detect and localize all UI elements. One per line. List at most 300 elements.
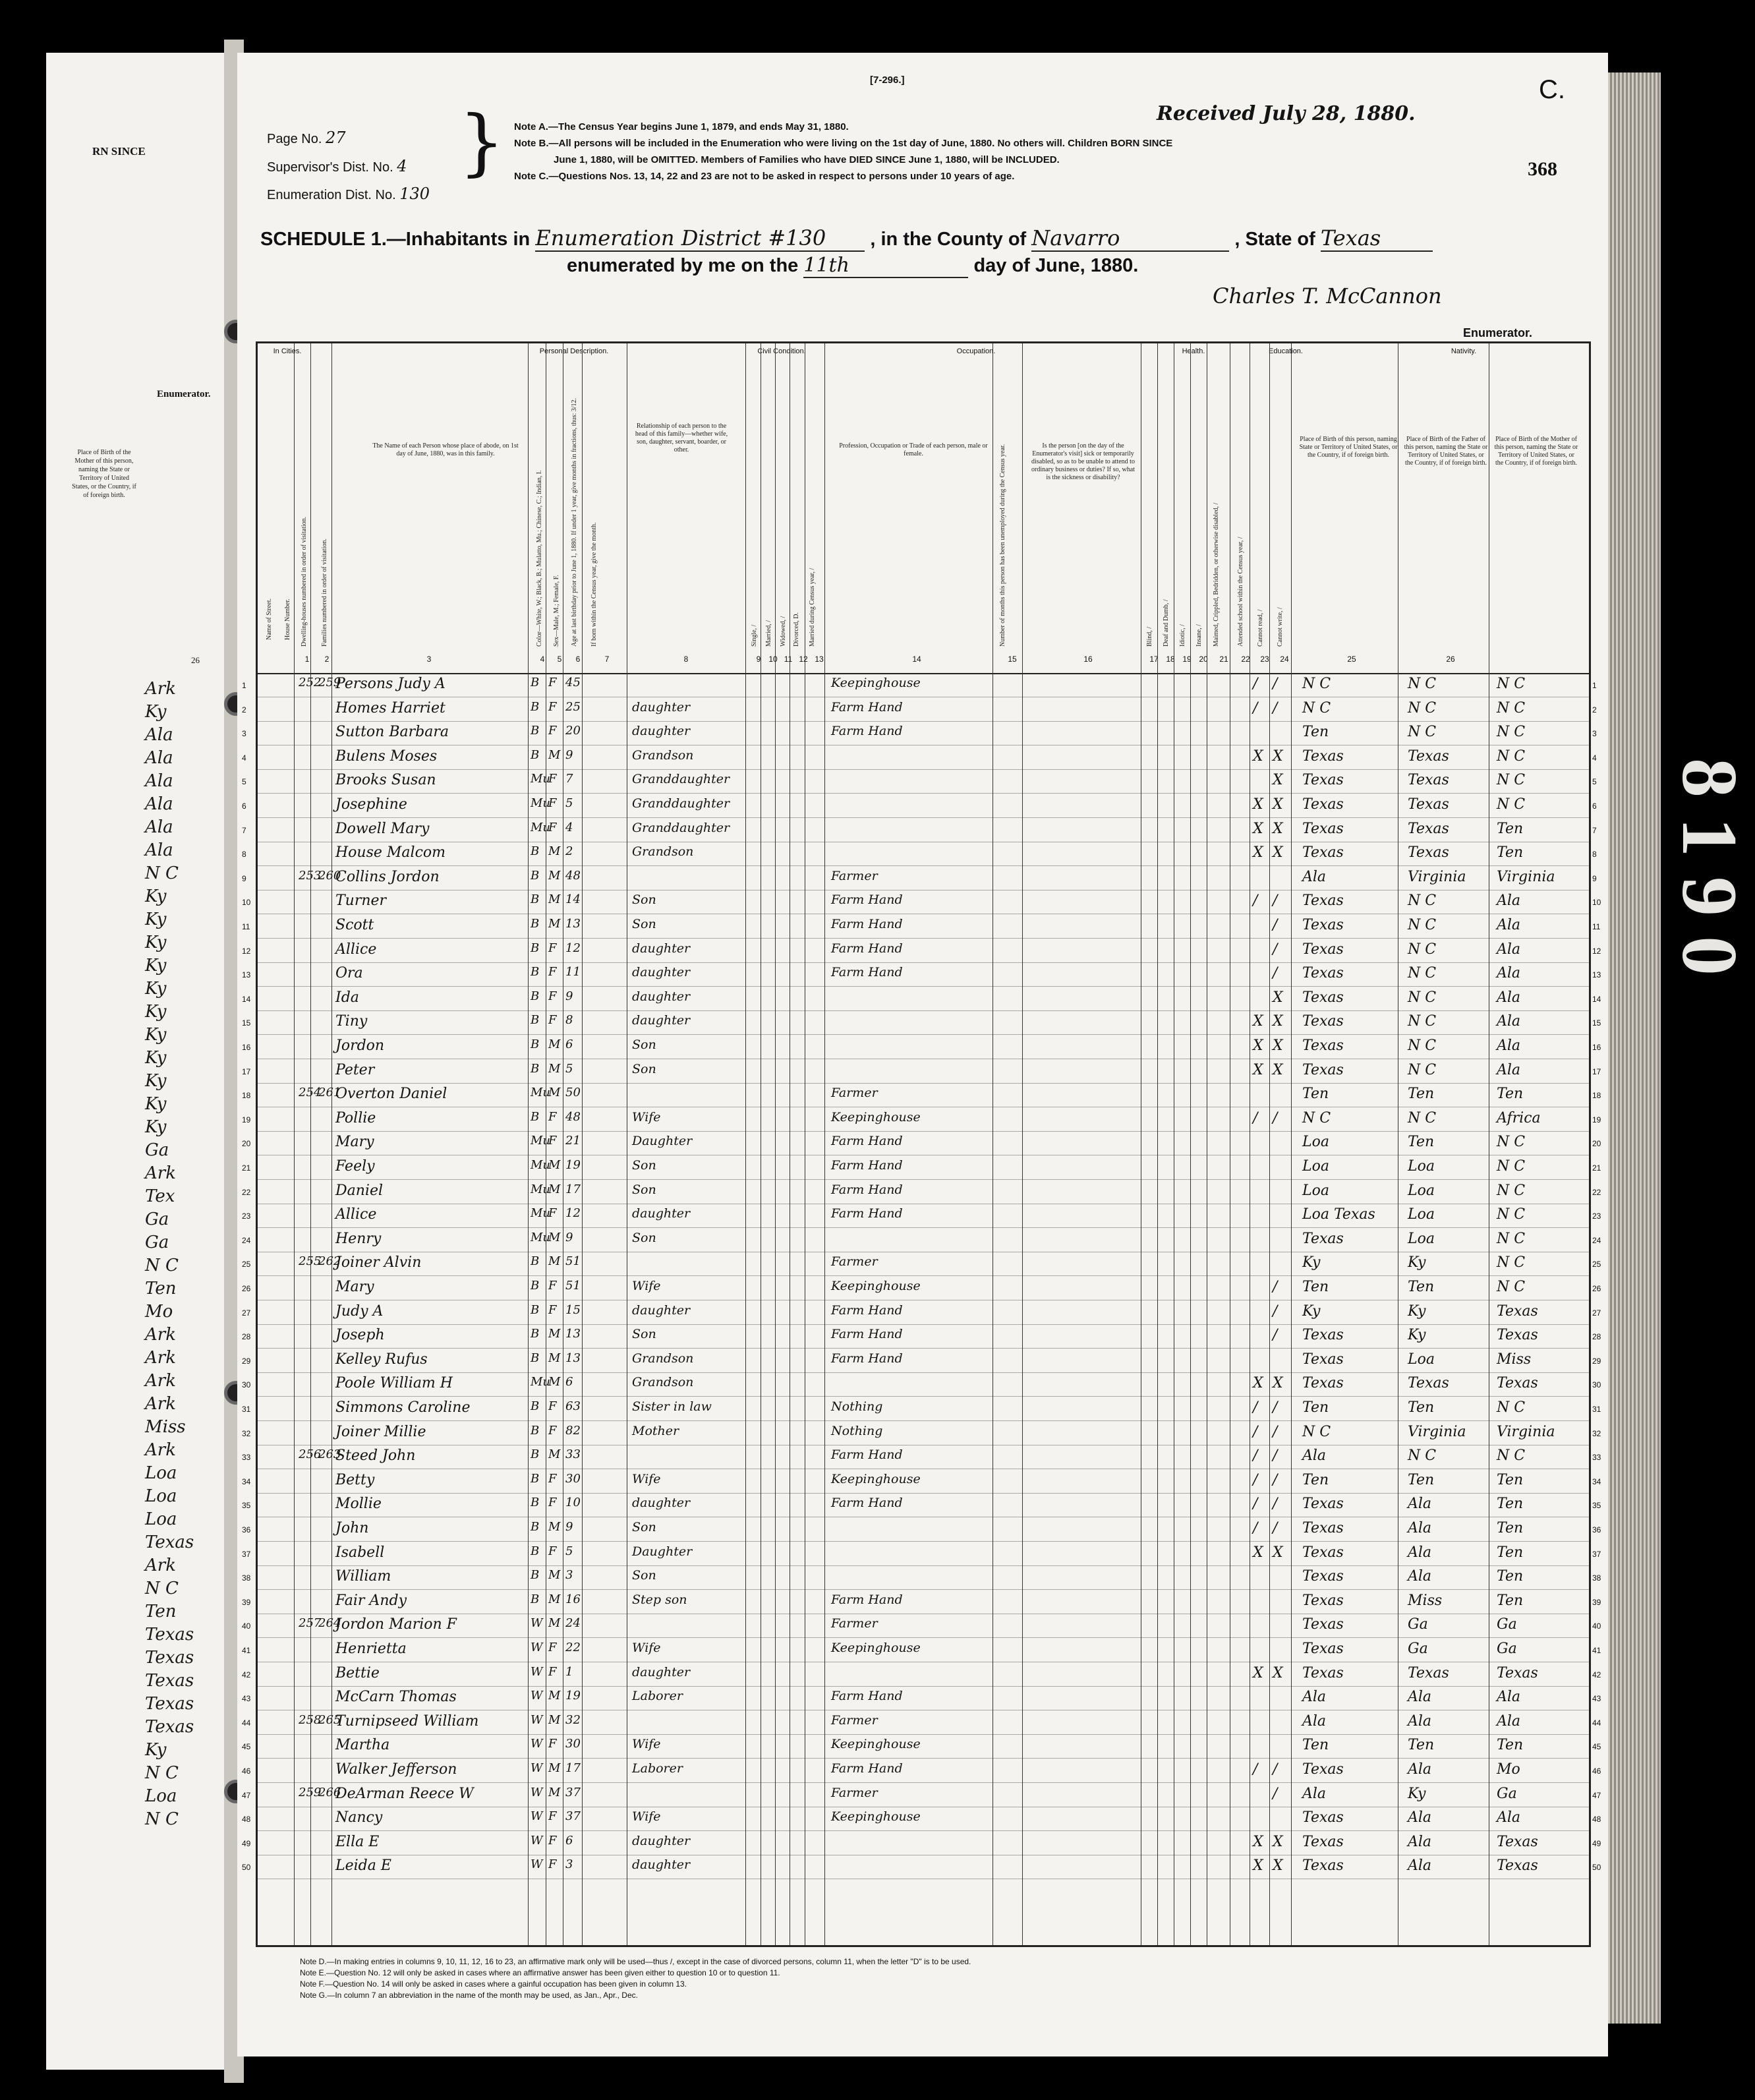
birth-place: Ten xyxy=(1302,1279,1329,1295)
mother-birth: Ten xyxy=(1497,1496,1524,1513)
line-number: 29 xyxy=(242,1356,251,1366)
sex: F xyxy=(548,1471,557,1486)
cannot-read: / xyxy=(1253,892,1258,910)
line-number-right: 2 xyxy=(1592,705,1597,715)
line-number: 27 xyxy=(242,1308,251,1318)
table-row xyxy=(242,1107,1601,1132)
left-entry: Ga xyxy=(145,1210,169,1229)
left-entry: Loa xyxy=(145,1786,177,1806)
relationship: daughter xyxy=(632,1664,691,1679)
line-number-right: 47 xyxy=(1592,1790,1601,1800)
cannot-write: / xyxy=(1273,1761,1278,1778)
occupation: Farm Hand xyxy=(831,1206,903,1221)
sex: M xyxy=(548,1785,561,1799)
corner-letter: C. xyxy=(1539,75,1565,104)
left-page-fragment xyxy=(46,53,231,2070)
mother-birth: Ten xyxy=(1497,844,1524,861)
line-number: 41 xyxy=(242,1646,251,1655)
person-name: House Malcom xyxy=(335,844,446,861)
birth-place: Texas xyxy=(1302,1568,1344,1585)
relationship: Granddaughter xyxy=(632,796,730,811)
line-number: 23 xyxy=(242,1211,251,1221)
cannot-read: / xyxy=(1253,1447,1258,1465)
relationship: daughter xyxy=(632,1013,691,1028)
birth-place: Texas xyxy=(1302,1857,1344,1875)
color: B xyxy=(531,1254,540,1269)
cannot-read: / xyxy=(1253,1496,1258,1513)
mother-birth: Ten xyxy=(1497,1520,1524,1536)
line-number-right: 12 xyxy=(1592,946,1601,956)
dwelling-number: 255 xyxy=(299,1254,322,1269)
birth-place: Texas xyxy=(1302,1496,1344,1513)
color: B xyxy=(531,844,540,859)
line-number: 28 xyxy=(242,1332,251,1342)
cannot-write: / xyxy=(1273,1399,1278,1416)
mother-birth: Virginia xyxy=(1497,1423,1555,1440)
person-name: Mary xyxy=(335,1134,374,1151)
cannot-write: / xyxy=(1273,1496,1278,1513)
birth-place: Ala xyxy=(1302,868,1327,885)
left-entry: Ark xyxy=(145,1348,176,1368)
age: 37 xyxy=(565,1785,581,1799)
occupation: Farm Hand xyxy=(831,1351,903,1366)
line-number-right: 25 xyxy=(1592,1260,1601,1269)
table-row xyxy=(242,721,1597,745)
father-birth: Ky xyxy=(1408,1327,1426,1344)
left-entry: Ala xyxy=(145,840,173,860)
birth-place: Texas xyxy=(1302,1013,1344,1030)
father-birth: Texas xyxy=(1408,1375,1449,1392)
line-number-right: 39 xyxy=(1592,1597,1601,1607)
line-number: 22 xyxy=(242,1187,251,1197)
column-number: 12 xyxy=(799,655,808,664)
color: B xyxy=(531,892,540,907)
relationship: daughter xyxy=(632,1206,691,1221)
table-row xyxy=(242,1421,1601,1445)
occupation: Keepinghouse xyxy=(831,676,921,690)
color: B xyxy=(531,917,540,931)
father-birth: Ala xyxy=(1408,1568,1432,1585)
line-number: 1 xyxy=(242,681,246,690)
occupation: Nothing xyxy=(831,1423,883,1438)
color: B xyxy=(531,1496,540,1510)
cannot-write: / xyxy=(1273,1327,1278,1344)
table-row xyxy=(242,1686,1601,1710)
person-name: Ida xyxy=(335,989,359,1006)
table-row xyxy=(242,1397,1601,1421)
line-number-right: 21 xyxy=(1592,1163,1601,1173)
person-name: Overton Daniel xyxy=(335,1086,447,1103)
cannot-read: / xyxy=(1253,676,1258,692)
col-deaf: Deaf and Dumb, / xyxy=(1163,599,1170,647)
mother-birth: N C xyxy=(1497,747,1526,765)
relationship: Laborer xyxy=(632,1761,683,1776)
column-number: 20 xyxy=(1199,655,1208,664)
supervisor-label: Supervisor's Dist. No. xyxy=(267,160,393,175)
line-number-right: 5 xyxy=(1592,777,1597,787)
line-number: 26 xyxy=(242,1284,251,1293)
father-birth: Virginia xyxy=(1408,868,1466,885)
mother-birth: Texas xyxy=(1497,1302,1538,1320)
birth-place: Texas xyxy=(1302,747,1344,765)
left-entry: Texas xyxy=(145,1532,194,1552)
mother-birth: Africa xyxy=(1497,1109,1541,1126)
age: 17 xyxy=(565,1761,581,1775)
cannot-write: / xyxy=(1273,1471,1278,1488)
left-entry: Tex xyxy=(145,1186,175,1206)
occupation: Farm Hand xyxy=(831,965,903,980)
birth-place: Texas xyxy=(1302,1351,1344,1368)
column-number: 17 xyxy=(1149,655,1159,664)
color: B xyxy=(531,1061,540,1076)
note-c: Note C.—Questions Nos. 13, 14, 22 and 23 are not to be asked in respect to persons under 10 years of age. xyxy=(514,171,1015,182)
father-birth: Loa xyxy=(1408,1158,1435,1175)
person-name: Peter xyxy=(335,1061,375,1078)
table-row xyxy=(242,697,1597,722)
person-name: Collins Jordon xyxy=(335,868,440,885)
left-entry: Texas xyxy=(145,1648,194,1668)
relationship: Grandson xyxy=(632,1351,694,1366)
enum-dist-value: 130 xyxy=(399,185,430,203)
cannot-write: X xyxy=(1273,989,1283,1006)
column-rule xyxy=(1269,343,1270,1945)
table-row xyxy=(242,1324,1601,1349)
sex: M xyxy=(548,1061,561,1076)
age: 13 xyxy=(565,1327,581,1341)
line-number: 39 xyxy=(242,1597,251,1607)
age: 16 xyxy=(565,1592,581,1606)
birth-place: Texas xyxy=(1302,1375,1344,1392)
mother-birth: Ten xyxy=(1497,1568,1524,1585)
left-entry: Ky xyxy=(145,1025,167,1045)
person-name: Scott xyxy=(335,917,374,933)
table-row xyxy=(242,1349,1601,1373)
father-birth: Loa xyxy=(1408,1230,1435,1247)
occupation: Keepinghouse xyxy=(831,1109,921,1124)
person-name: Simmons Caroline xyxy=(335,1399,471,1416)
person-name: Isabell xyxy=(335,1544,385,1561)
form-id: [7-296.] xyxy=(870,74,905,86)
left-entry: Ky xyxy=(145,933,167,952)
birth-place: Texas xyxy=(1302,844,1344,861)
father-birth: Ky xyxy=(1408,1302,1426,1320)
age: 37 xyxy=(565,1809,581,1824)
line-number-right: 6 xyxy=(1592,802,1597,811)
mother-birth: Texas xyxy=(1497,1857,1538,1875)
color: B xyxy=(531,1013,540,1028)
sex: F xyxy=(548,1134,557,1148)
line-number: 12 xyxy=(242,946,251,956)
table-row xyxy=(242,1710,1601,1735)
line-number: 46 xyxy=(242,1766,251,1776)
age: 6 xyxy=(565,1037,573,1051)
group-in-cities: In Cities. xyxy=(273,347,302,355)
age: 9 xyxy=(565,747,573,762)
left-entry: Ark xyxy=(145,679,176,699)
line-number: 30 xyxy=(242,1380,251,1390)
father-birth: Ten xyxy=(1408,1134,1435,1151)
line-number: 45 xyxy=(242,1742,251,1752)
column-rule xyxy=(775,343,776,1945)
father-birth: Ala xyxy=(1408,1544,1432,1561)
person-name: Feely xyxy=(335,1158,375,1175)
col-street: Name of Street. xyxy=(266,598,273,640)
line-number: 42 xyxy=(242,1670,251,1679)
left-column-number: 26 xyxy=(191,655,200,665)
relationship: Granddaughter xyxy=(632,772,730,787)
mother-birth: Ala xyxy=(1497,965,1521,982)
supervisor-value: 4 xyxy=(397,157,407,175)
father-birth: Texas xyxy=(1408,844,1449,861)
color: B xyxy=(531,1568,540,1583)
mother-birth: Texas xyxy=(1497,1327,1538,1344)
left-entry: Miss xyxy=(145,1417,186,1437)
col-maimed: Maimed, Crippled, Bedridden, or otherwise disabled, / xyxy=(1213,502,1220,647)
left-entry: Texas xyxy=(145,1694,194,1714)
age: 33 xyxy=(565,1447,581,1462)
father-birth: Ala xyxy=(1408,1689,1432,1706)
father-birth: Ala xyxy=(1408,1857,1432,1875)
line-number: 34 xyxy=(242,1476,251,1486)
occupation: Farmer xyxy=(831,1712,878,1728)
age: 9 xyxy=(565,1520,573,1534)
sex: F xyxy=(548,724,557,738)
line-number-right: 14 xyxy=(1592,994,1601,1004)
cannot-write: X xyxy=(1273,1013,1283,1030)
column-number: 6 xyxy=(575,655,581,664)
person-name: Betty xyxy=(335,1471,375,1488)
cannot-read: X xyxy=(1253,1857,1263,1875)
col-sick: Is the person [on the day of the Enumerator's visit] sick or temporarily disabled, so as to be unable to attend to ordinary business or duties? If so, what is the sickness or disability? xyxy=(1031,442,1135,481)
left-entry: Ten xyxy=(145,1602,177,1621)
mother-birth: Ga xyxy=(1497,1785,1517,1802)
person-name: Joseph xyxy=(335,1327,385,1344)
line-number-right: 34 xyxy=(1592,1476,1601,1486)
line-number: 44 xyxy=(242,1718,251,1728)
occupation: Keepinghouse xyxy=(831,1279,921,1293)
mother-birth: Virginia xyxy=(1497,868,1555,885)
family-number: 261 xyxy=(318,1086,341,1100)
col-dwelling: Dwelling-houses numbered in order of visitation. xyxy=(301,516,308,647)
sex: F xyxy=(548,1664,557,1679)
color: Mu xyxy=(531,1134,551,1148)
person-name: Joiner Alvin xyxy=(335,1254,422,1271)
column-number: 3 xyxy=(426,655,432,664)
age: 51 xyxy=(565,1279,581,1293)
father-birth: N C xyxy=(1408,917,1437,933)
sex: M xyxy=(548,917,561,931)
birth-place: Texas xyxy=(1302,820,1344,837)
sex: M xyxy=(548,1592,561,1606)
col-name: The Name of each Person whose place of abode, on 1st day of June, 1880, was in this family. xyxy=(372,442,519,457)
person-name: Steed John xyxy=(335,1447,416,1465)
sex: F xyxy=(548,1206,557,1221)
person-name: Daniel xyxy=(335,1182,384,1199)
relationship: Son xyxy=(632,1158,656,1173)
age: 19 xyxy=(565,1158,581,1172)
sex: F xyxy=(548,1302,557,1317)
color: B xyxy=(531,965,540,979)
line-number-right: 23 xyxy=(1592,1211,1601,1221)
table-row xyxy=(242,1759,1601,1783)
sex: F xyxy=(548,989,557,1003)
relationship: Son xyxy=(632,1327,656,1342)
county-handwritten: Navarro xyxy=(1031,225,1229,252)
father-birth: N C xyxy=(1408,965,1437,982)
cannot-read: / xyxy=(1253,1471,1258,1488)
birth-place: Texas xyxy=(1302,1544,1344,1561)
line-number: 38 xyxy=(242,1573,251,1583)
cannot-write: X xyxy=(1273,796,1283,813)
birth-place: N C xyxy=(1302,699,1331,716)
age: 12 xyxy=(565,1206,581,1221)
left-entry: N C xyxy=(145,1809,179,1829)
sex: F xyxy=(548,1809,557,1824)
mother-birth: Ga xyxy=(1497,1641,1517,1657)
district-handwritten: Enumeration District #130 xyxy=(535,225,865,252)
cannot-write: / xyxy=(1273,1302,1278,1320)
table-row xyxy=(242,1059,1601,1084)
father-birth: Ten xyxy=(1408,1399,1435,1416)
birth-place: Texas xyxy=(1302,1592,1344,1609)
person-name: Leida E xyxy=(335,1857,391,1875)
birth-place: Ten xyxy=(1302,1737,1329,1754)
cannot-write: X xyxy=(1273,1664,1283,1681)
mother-birth: Ala xyxy=(1497,989,1521,1006)
mother-birth: Ala xyxy=(1497,1689,1521,1706)
age: 3 xyxy=(565,1857,573,1872)
column-number: 21 xyxy=(1219,655,1228,664)
mother-birth: Texas xyxy=(1497,1664,1538,1681)
left-header-fragment: RN SINCE xyxy=(92,145,146,158)
cannot-read: / xyxy=(1253,1399,1258,1416)
left-entry: Loa xyxy=(145,1463,177,1483)
color: B xyxy=(531,724,540,738)
cannot-read: / xyxy=(1253,1761,1258,1778)
line-number-right: 15 xyxy=(1592,1018,1601,1028)
age: 12 xyxy=(565,941,581,955)
age: 2 xyxy=(565,844,573,859)
note-a: Note A.—The Census Year begins June 1, 1879, and ends May 31, 1880. xyxy=(514,121,849,132)
line-number: 14 xyxy=(242,994,251,1004)
column-number: 25 xyxy=(1347,655,1356,664)
birth-place: Loa xyxy=(1302,1182,1329,1199)
father-birth: Ala xyxy=(1408,1496,1432,1513)
occupation: Farm Hand xyxy=(831,1134,903,1149)
column-number: 19 xyxy=(1182,655,1192,664)
day-handwritten: 11th xyxy=(803,254,968,278)
occupation: Farm Hand xyxy=(831,941,903,956)
line-number: 15 xyxy=(242,1018,251,1028)
table-row xyxy=(242,866,1597,890)
color: B xyxy=(531,1279,540,1293)
family-number: 264 xyxy=(318,1616,341,1631)
table-row xyxy=(242,1252,1601,1276)
relationship: Son xyxy=(632,1520,656,1534)
line-number-right: 50 xyxy=(1592,1863,1601,1873)
person-name: John xyxy=(335,1520,369,1536)
col-color: Color—White, W.; Black, B.; Mulatto, Mu.; Chinese, C.; Indian, I. xyxy=(536,470,543,647)
birth-place: N C xyxy=(1302,1109,1331,1126)
cannot-read: / xyxy=(1253,1520,1258,1536)
cannot-write: / xyxy=(1273,699,1278,716)
person-name: Poole William H xyxy=(335,1375,453,1392)
relationship: Wife xyxy=(632,1471,661,1486)
census-page xyxy=(237,53,1608,2056)
father-birth: N C xyxy=(1408,1061,1437,1078)
mother-birth: Ala xyxy=(1497,941,1521,958)
color: Mu xyxy=(531,1158,551,1172)
color: W xyxy=(531,1737,543,1751)
occupation: Farm Hand xyxy=(831,1447,903,1463)
film-edge-marking: 8 1 9 0 xyxy=(1666,758,1754,976)
relationship: Son xyxy=(632,917,656,931)
mother-birth: Mo xyxy=(1497,1761,1520,1778)
father-birth: Texas xyxy=(1408,820,1449,837)
person-name: Kelley Rufus xyxy=(335,1351,428,1368)
age: 14 xyxy=(565,892,581,907)
color: B xyxy=(531,1423,540,1438)
table-row xyxy=(242,1010,1601,1035)
age: 13 xyxy=(565,1351,581,1365)
family-number: 265 xyxy=(318,1712,341,1727)
column-number: 8 xyxy=(683,655,689,664)
birth-place: Ky xyxy=(1302,1254,1321,1271)
sex: F xyxy=(548,772,557,786)
mother-birth: Ala xyxy=(1497,892,1521,910)
page-no-label: Page No. xyxy=(267,132,322,146)
column-number: 7 xyxy=(604,655,610,664)
age: 7 xyxy=(565,772,573,786)
birth-place: Ala xyxy=(1302,1712,1327,1730)
birth-place: Texas xyxy=(1302,1520,1344,1536)
father-birth: Texas xyxy=(1408,1664,1449,1681)
table-row xyxy=(242,1542,1601,1566)
col-relationship: Relationship of each person to the head of this family—whether wife, son, daughter, servant, boarder, or other. xyxy=(635,423,728,453)
sex: F xyxy=(548,1399,557,1413)
occupation: Keepinghouse xyxy=(831,1809,921,1824)
line-number-right: 49 xyxy=(1592,1838,1601,1848)
table-row xyxy=(242,1855,1601,1879)
father-birth: N C xyxy=(1408,1109,1437,1126)
table-row xyxy=(242,673,1597,697)
person-name: Nancy xyxy=(335,1809,383,1826)
birth-place: Ala xyxy=(1302,1689,1327,1706)
left-entries xyxy=(145,679,237,1832)
line-number-right: 32 xyxy=(1592,1428,1601,1438)
line-number-right: 44 xyxy=(1592,1718,1601,1728)
father-birth: Texas xyxy=(1408,796,1449,813)
sex: M xyxy=(548,1447,561,1462)
left-entry: Ky xyxy=(145,702,167,722)
left-entry: Ala xyxy=(145,771,173,791)
color: Mu xyxy=(531,1086,551,1100)
line-number-right: 36 xyxy=(1592,1525,1601,1534)
line-number: 17 xyxy=(242,1066,251,1076)
relationship: daughter xyxy=(632,941,691,956)
sex: F xyxy=(548,1279,557,1293)
father-birth: N C xyxy=(1408,699,1437,716)
line-number: 25 xyxy=(242,1260,251,1269)
relationship: daughter xyxy=(632,989,691,1004)
cannot-write: X xyxy=(1273,747,1283,765)
color: Mu xyxy=(531,1230,551,1244)
line-number: 9 xyxy=(242,873,246,883)
birth-place: Texas xyxy=(1302,1327,1344,1344)
line-number-right: 37 xyxy=(1592,1549,1601,1559)
mother-birth: Ten xyxy=(1497,820,1524,837)
color: B xyxy=(531,868,540,883)
